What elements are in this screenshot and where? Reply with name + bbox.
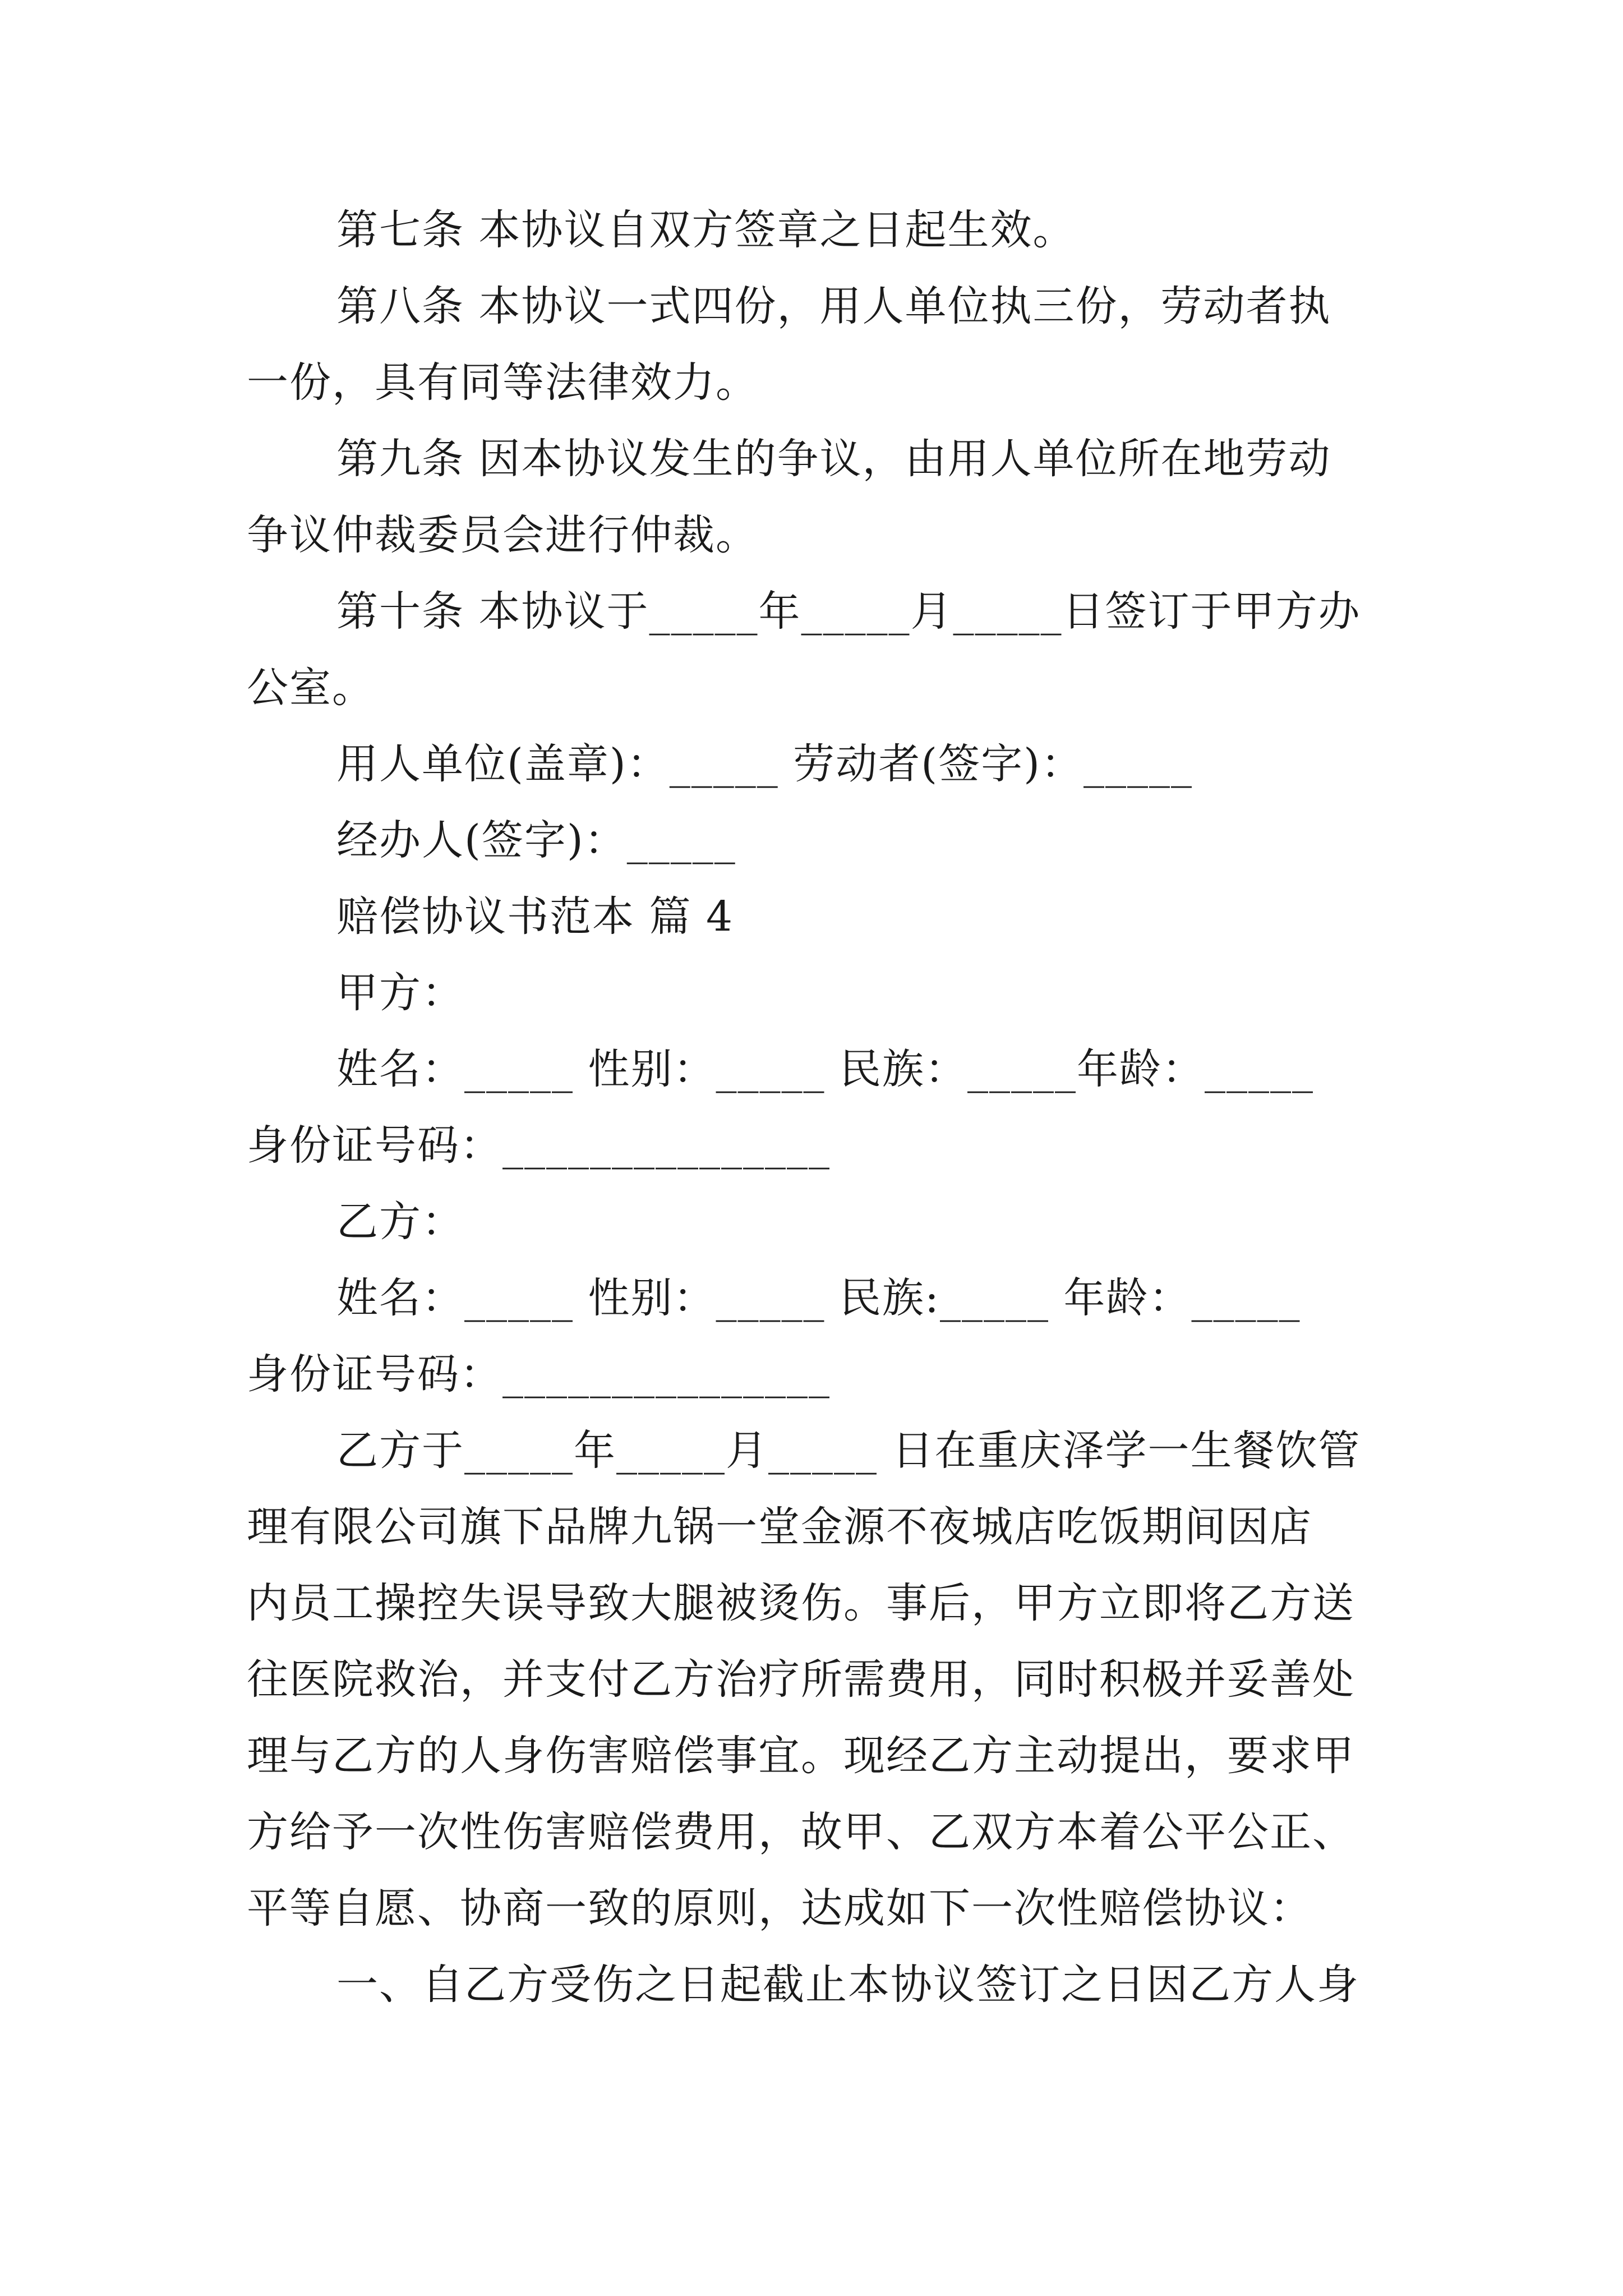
signature-line-agent: 经办人(签字)：_____ (336, 816, 736, 864)
paragraph-line-6: 方给予一次性伤害赔偿费用，故甲、乙双方本着公平公正、 (247, 1808, 1355, 1856)
paragraph-line-1: 乙方于_____年_____月_____ 日在重庆泽学一生餐饮管 (336, 1427, 1361, 1475)
article-9-line-2: 争议仲裁委员会进行仲裁。 (247, 511, 758, 559)
clause-1-line-1: 一、自乙方受伤之日起截止本协议签订之日因乙方人身 (336, 1961, 1359, 2009)
party-b-label: 乙方： (336, 1198, 464, 1246)
party-b-fields: 姓名：_____ 性别：_____ 民族:_____ 年龄：_____ (336, 1274, 1301, 1322)
party-a-id: 身份证号码：_______________ (247, 1121, 831, 1170)
section-heading: 赔偿协议书范本 篇 4 (336, 892, 734, 941)
article-8-line-2: 一份，具有同等法律效力。 (247, 358, 758, 407)
paragraph-line-2: 理有限公司旗下品牌九锅一堂金源不夜城店吃饭期间因店 (247, 1503, 1312, 1551)
party-a-fields: 姓名：_____ 性别：_____ 民族：_____年龄：_____ (336, 1045, 1315, 1093)
article-10-line-1: 第十条 本协议于_____年_____月_____日签订于甲方办 (336, 587, 1361, 636)
article-9-line-1: 第九条 因本协议发生的争议，由用人单位所在地劳动 (336, 435, 1331, 483)
paragraph-line-3: 内员工操控失误导致大腿被烫伤。事后，甲方立即将乙方送 (247, 1579, 1355, 1627)
paragraph-line-4: 往医院救治，并支付乙方治疗所需费用，同时积极并妥善处 (247, 1655, 1355, 1704)
article-8-line-1: 第八条 本协议一式四份，用人单位执三份，劳动者执 (336, 282, 1331, 330)
article-10-line-2: 公室。 (247, 664, 375, 712)
signature-line-employer: 用人单位(盖章)：_____ 劳动者(签字)：_____ (336, 740, 1193, 788)
party-b-id: 身份证号码：_______________ (247, 1350, 831, 1398)
paragraph-line-5: 理与乙方的人身伤害赔偿事宜。现经乙方主动提出，要求甲 (247, 1732, 1355, 1780)
paragraph-line-7: 平等自愿、协商一致的原则，达成如下一次性赔偿协议： (247, 1884, 1312, 1932)
party-a-label: 甲方： (336, 969, 464, 1017)
article-7: 第七条 本协议自双方签章之日起生效。 (336, 206, 1076, 254)
